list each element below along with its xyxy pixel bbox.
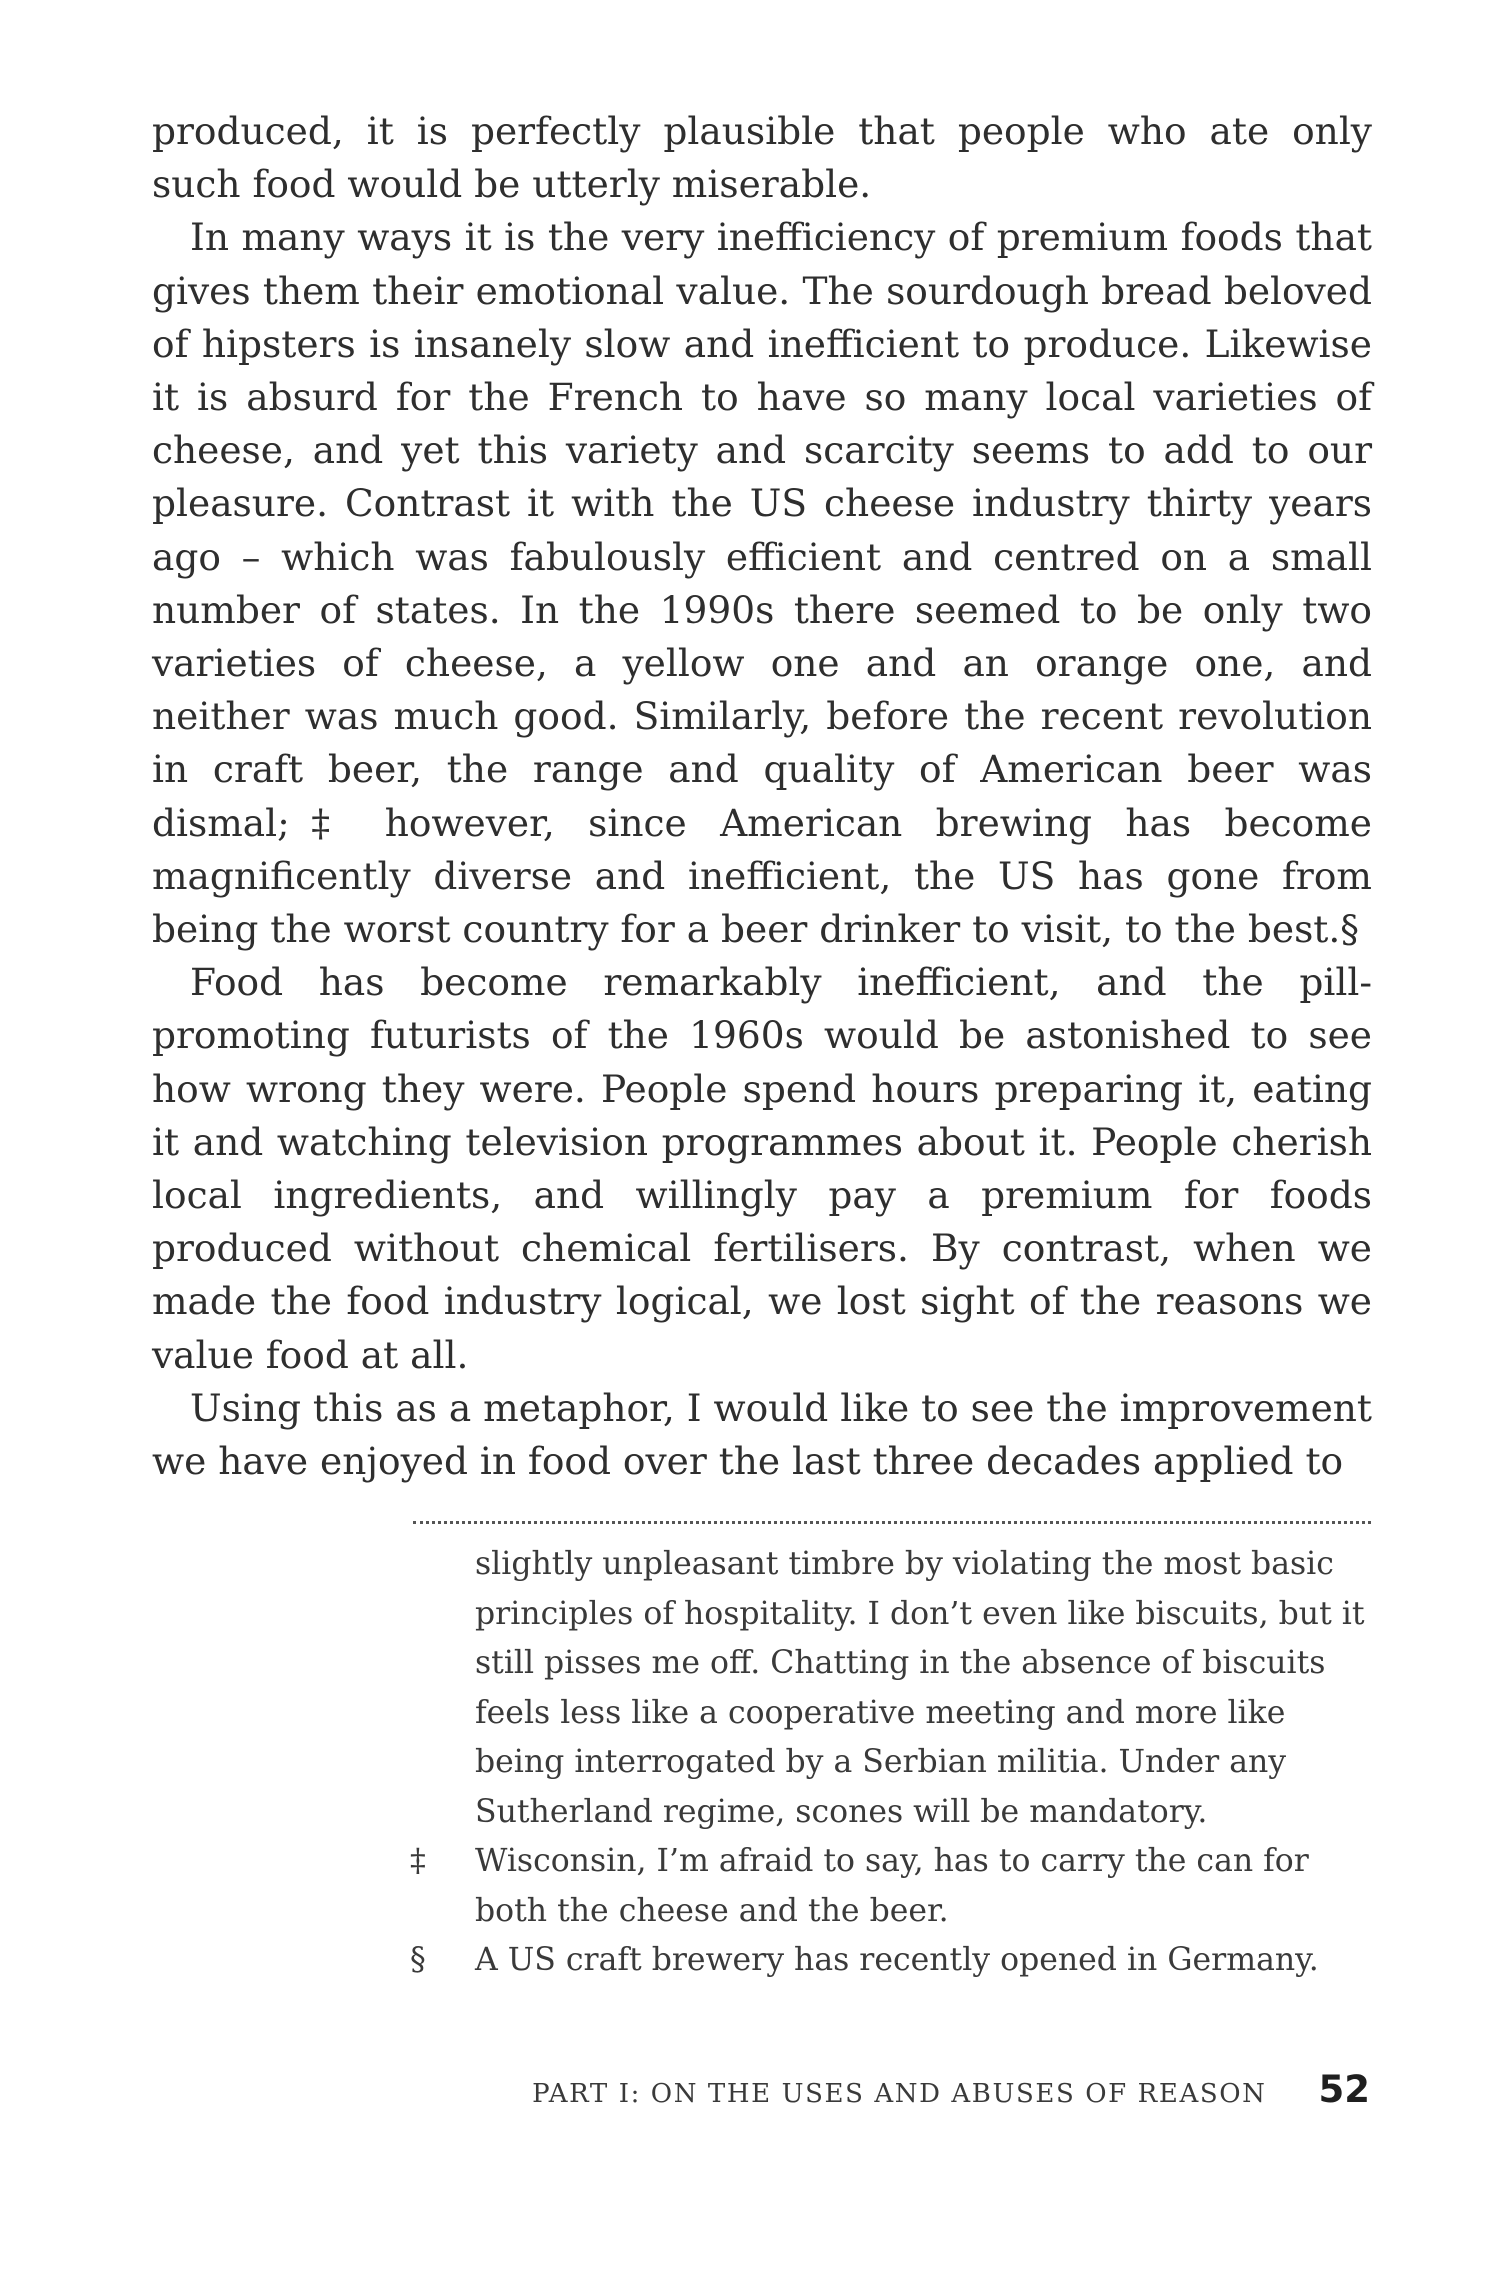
footnote-text: A US craft brewery has recently opened in Germany. [475, 1942, 1319, 1978]
paragraph-premium-foods: In many ways it is the very inefficiency of premium foods that gives them their emotional value. The sourdough bread beloved of hipsters is insanely slow and inefficient to produce. Likewise it is absurd for the French to have so many local varieties of cheese, and yet this variety and scarcity seems to add to our pleasure. Contrast it with the US cheese industry thirty years ago – which was fabulously efficient and centred on a small number of states. In the 1990s there seemed to be only two varieties of cheese, a yellow one and an orange one, and neither was much good. Similarly, before the recent revolution in craft beer, the range and quality of American beer was dismal;‡ however, since American brewing has become magnificently diverse and inefficient, the US has gone from being the worst country for a beer drinker to visit, to the best.§ [152, 215, 1372, 952]
footnote-continued [405, 1540, 1380, 1837]
footnote-mark [405, 1540, 475, 1837]
page-number: 52 [1318, 2068, 1370, 2111]
page-footer [490, 2068, 1370, 2111]
running-head: PART I: ON THE USES AND ABUSES OF REASON [532, 2079, 1267, 2109]
footnote-text: slightly unpleasant timbre by violating the most basic principles of hospitality. I don’t even like biscuits, but it still pisses me off. Chatting in the absence of biscuits feels less like a cooperative meeting and more like being interrogated by a Serbian militia. Under any Sutherland regime, scones will be mandatory. [475, 1546, 1365, 1830]
footnotes [405, 1540, 1380, 1986]
main-text [152, 105, 1372, 1488]
paragraph-food-inefficient: Food has become remarkably inefficient, and the pill-promoting futurists of the 1960s would be astonished to see how wrong they were. People spend hours preparing it, eating it and watching television programmes about it. People cherish local ingredients, and willingly pay a premium for foods produced without chemical fertilisers. By contrast, when we made the food industry logical, we lost sight of the reasons we value food at all. [152, 960, 1372, 1377]
footnote-mark: ‡ [410, 1843, 426, 1879]
paragraph-continued: produced, it is perfectly plausible that people who ate only such food would be utterly miserable. [152, 109, 1372, 207]
paragraph-metaphor: Using this as a metaphor, I would like to see the improvement we have enjoyed in food over the last three decades applied to [152, 1385, 1372, 1484]
footnote-double-dagger [405, 1837, 1380, 1936]
footnote-divider [413, 1521, 1371, 1524]
footnote-section [405, 1936, 1380, 1986]
footnote-mark: § [410, 1942, 426, 1978]
footnote-text: Wisconsin, I’m afraid to say, has to carry the can for both the cheese and the beer. [475, 1843, 1309, 1929]
